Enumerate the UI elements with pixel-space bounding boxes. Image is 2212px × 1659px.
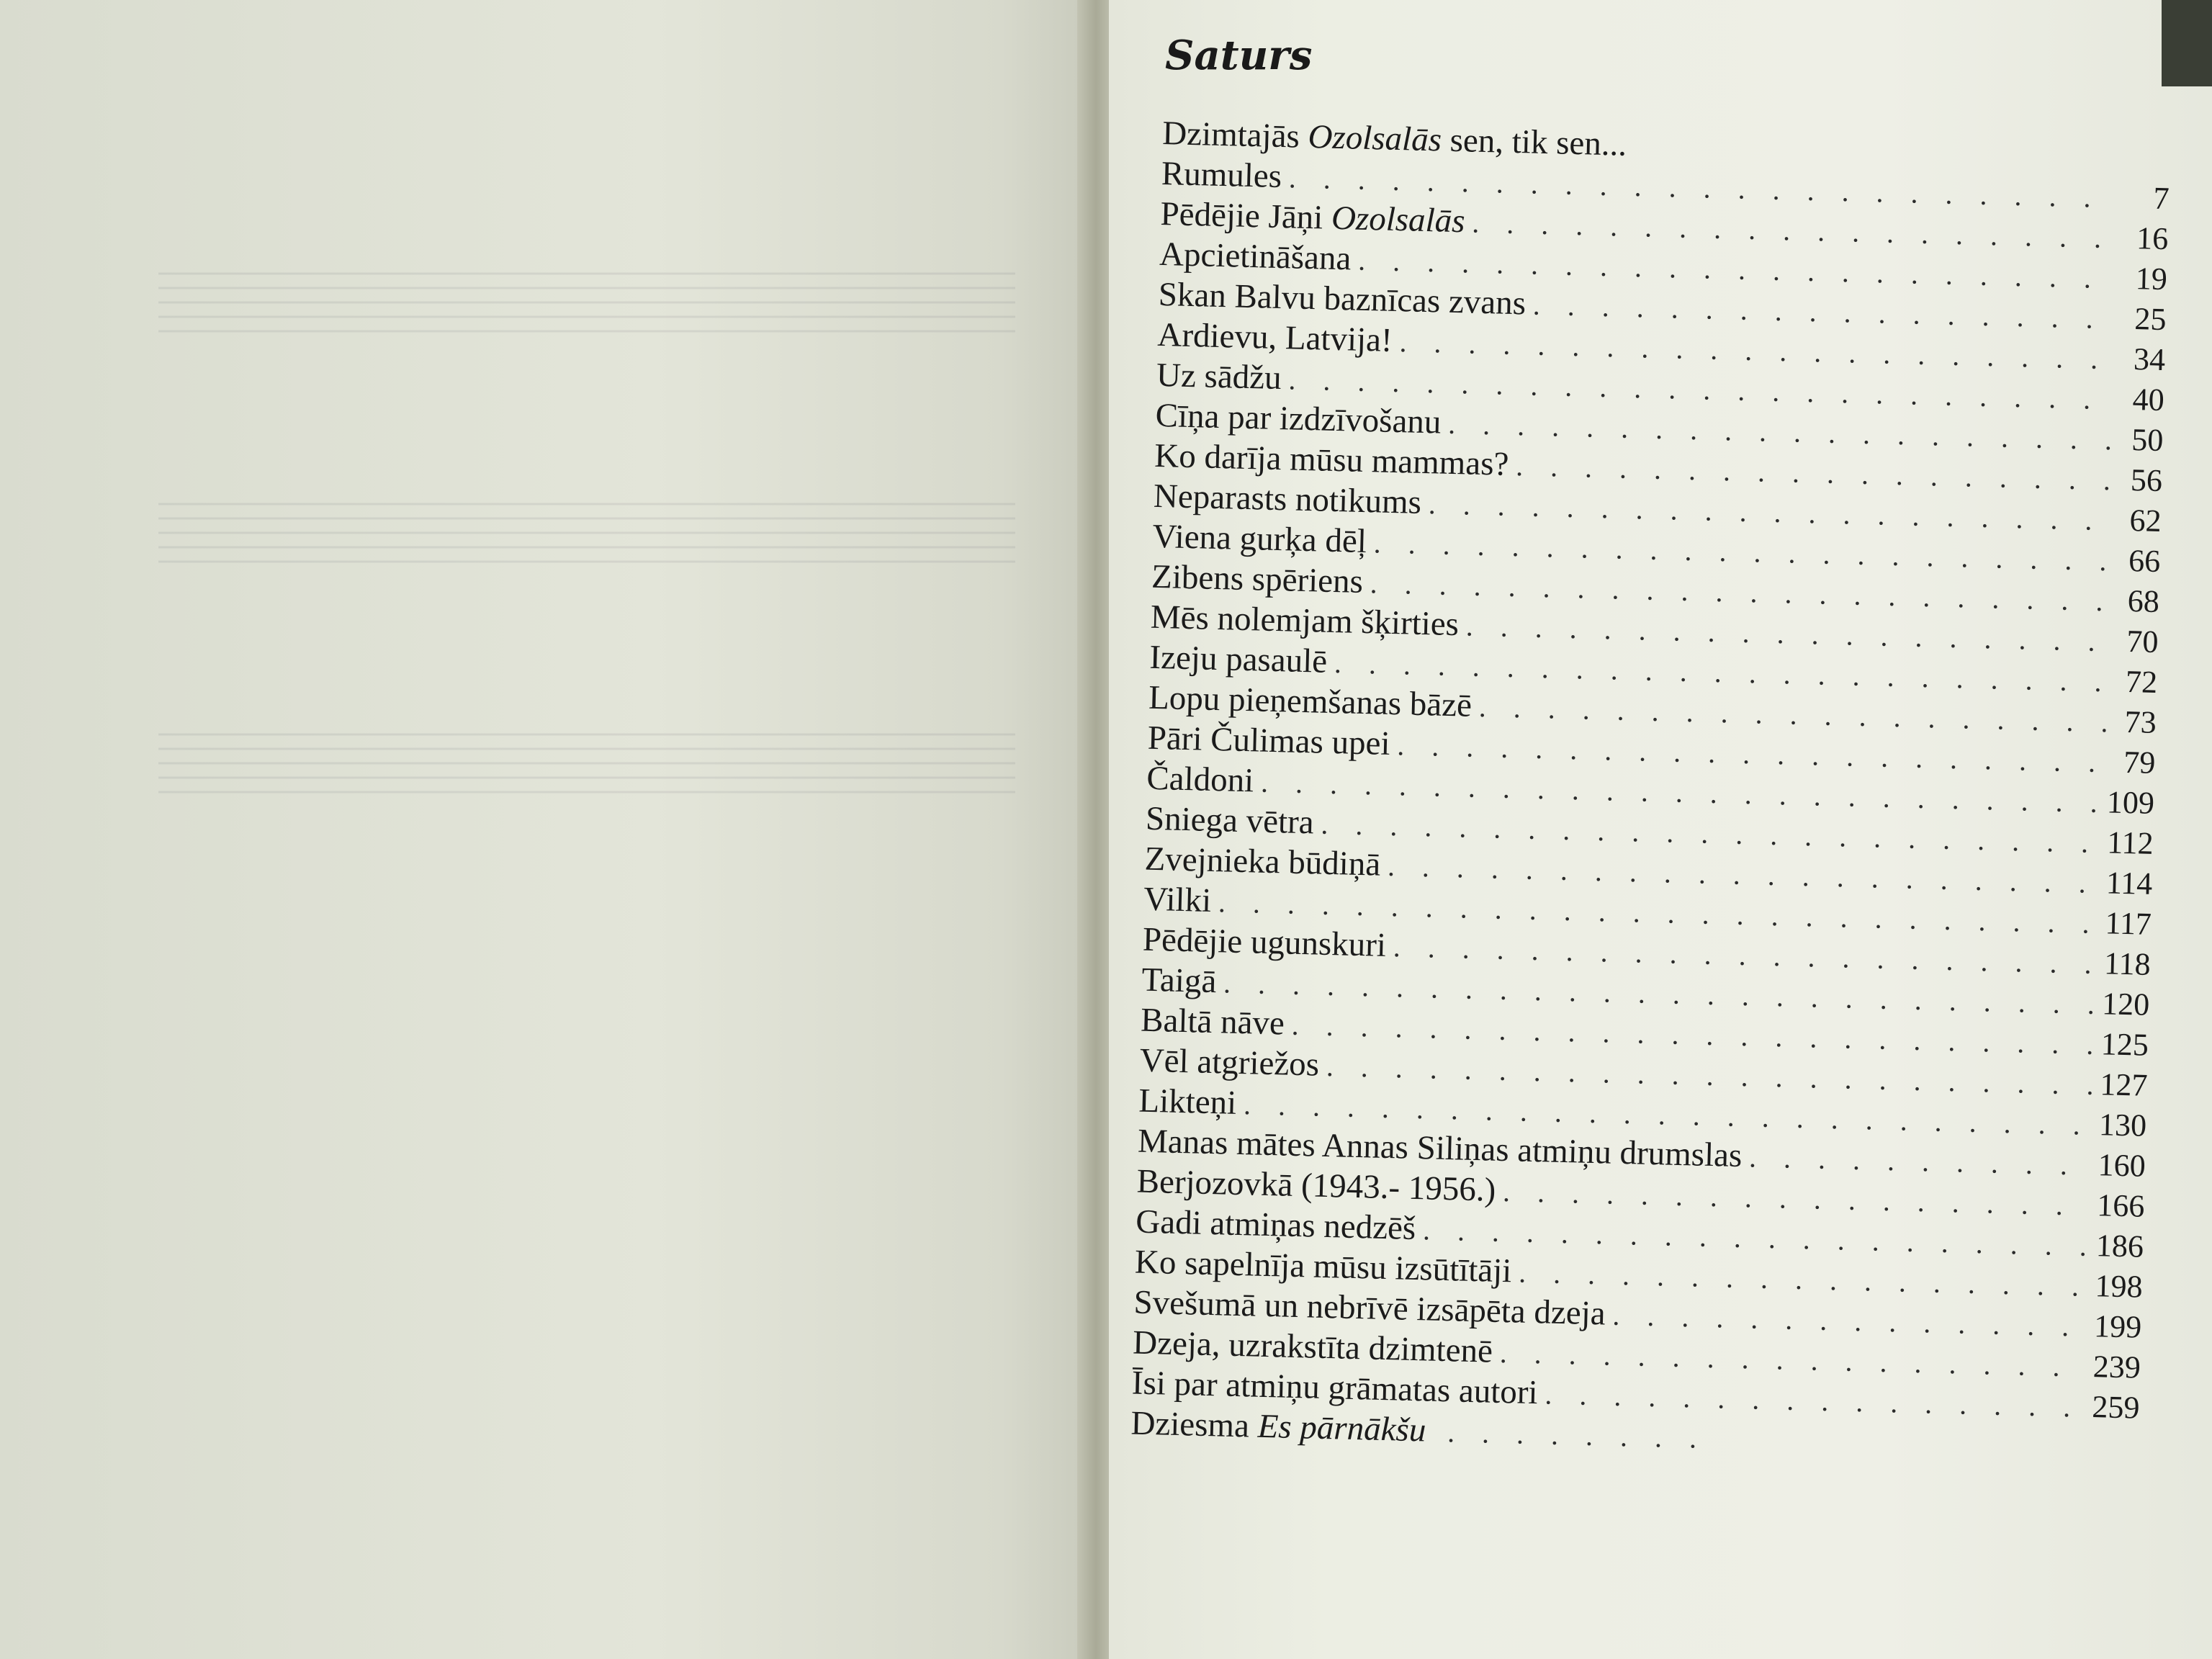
toc-entry-title (1142, 920, 1386, 965)
toc-page-number: 186 (2095, 1228, 2144, 1264)
toc-page-number: 109 (2106, 784, 2155, 821)
toc-page-number: 130 (2098, 1107, 2147, 1143)
toc-entry-title (1149, 638, 1328, 681)
toc-title-text: Taigā (1141, 961, 1217, 1001)
toc-entry-title (1157, 315, 1393, 360)
toc-title-text: Zibens spēriens (1151, 557, 1364, 601)
toc-page-number: 19 (2135, 261, 2168, 297)
toc-title-text: Čaldoni (1146, 759, 1254, 800)
toc-page-number: 66 (2128, 542, 2161, 580)
toc-entry-title (1130, 1403, 1426, 1449)
toc-page-number: 259 (2091, 1389, 2141, 1426)
toc-title-text: Manas mātes Annas Siliņas atmiņu drumslas (1137, 1122, 1743, 1175)
toc-title-text: Lopu pieņemšanas bāzē (1148, 678, 1473, 724)
toc-title-text: Sniega vētra (1145, 799, 1315, 842)
toc-page-number: 72 (2125, 663, 2158, 700)
toc-page-number: 70 (2126, 623, 2159, 660)
toc-title-italic: Ozolsalās (1331, 199, 1466, 240)
toc-entry-title (1139, 1041, 1320, 1084)
toc-title-text: Apcietināšana (1159, 235, 1352, 278)
toc-page-number: 127 (2099, 1066, 2149, 1103)
toc-entry-title (1136, 1162, 1496, 1210)
toc-entry-title (1145, 799, 1314, 842)
background-corner (2162, 0, 2212, 86)
toc-title-text: Zvejnieka būdiņā (1144, 840, 1381, 884)
toc-title-text: Neparasts notikums (1153, 477, 1422, 521)
toc-page-number: 73 (2124, 703, 2157, 740)
toc-title-text: Ko sapelnīja mūsu izsūtītāji (1134, 1243, 1512, 1290)
toc-entry-title (1144, 840, 1381, 884)
toc-title-text: Dzimtajās (1161, 114, 1309, 156)
toc-page-number: 16 (2136, 220, 2169, 257)
toc-title-text: Īsi par atmiņu grāmatas autori (1131, 1364, 1539, 1412)
toc-title-text: Vilki (1143, 880, 1212, 920)
toc-entry-title (1133, 1323, 1493, 1370)
toc-entry-title (1150, 598, 1459, 644)
toc-entry-title (1158, 275, 1526, 323)
toc-title-text: Pēdējie Jāņi (1159, 194, 1332, 237)
toc-page-number: 25 (2134, 301, 2167, 338)
toc-entry-title (1147, 719, 1390, 763)
toc-title-text: Dzeja, uzrakstīta dzimtenē (1132, 1323, 1493, 1370)
toc-title-text: Pāri Čulimas upei (1147, 719, 1391, 763)
toc-page-number: 117 (2104, 905, 2152, 942)
toc-page-number: 56 (2130, 462, 2163, 499)
dot-leader (1634, 156, 2120, 167)
toc-page-number: 62 (2129, 502, 2162, 539)
toc-entry-title (1146, 759, 1254, 801)
toc-title-text: Dziesma (1130, 1404, 1259, 1445)
toc-page-number: 79 (2123, 744, 2156, 781)
toc-title-text: Vēl atgriežos (1139, 1041, 1320, 1084)
toc-entry-title (1151, 557, 1364, 601)
toc-page-number: 7 (2152, 180, 2170, 217)
toc-entry-title (1141, 1001, 1285, 1043)
toc-page-number: 125 (2100, 1026, 2149, 1063)
toc-title-text: Svešumā un nebrīvē izsāpēta dzeja (1133, 1283, 1606, 1333)
toc-title-text: Viena gurķa dēļ (1152, 517, 1367, 561)
toc-entry-title (1138, 1082, 1237, 1123)
dot-leader (1447, 1415, 1722, 1455)
toc-title-italic: Es pārnākšu (1257, 1407, 1426, 1449)
toc-title-text: Ardievu, Latvija! (1156, 315, 1393, 359)
contents-heading: Saturs (1165, 32, 1313, 79)
toc-page-number: 40 (2132, 382, 2165, 418)
toc-entry-title (1155, 396, 1442, 442)
toc-entry-title (1143, 880, 1212, 920)
toc-entry-title (1161, 154, 1282, 196)
toc-entry-title (1160, 194, 1465, 240)
toc-title-text: Pēdējie ugunskuri (1142, 920, 1387, 964)
toc-title-text: Gadi atmiņas nedzēš (1135, 1202, 1416, 1248)
toc-page-number: 120 (2101, 986, 2150, 1022)
toc-page-number: 198 (2095, 1268, 2144, 1305)
bleed-through-sheet-music (115, 58, 1051, 1210)
toc-page-number: 114 (2105, 865, 2153, 902)
toc-entry-title (1154, 436, 1509, 484)
toc-entry-title (1159, 235, 1352, 278)
table-of-contents (1130, 114, 2171, 1469)
toc-page-number: 160 (2098, 1147, 2146, 1184)
toc-title-text: Skan Balvu baznīcas zvans (1158, 275, 1527, 323)
toc-page-number: 166 (2096, 1187, 2145, 1224)
toc-title-text: Mēs nolemjam šķirties (1150, 598, 1460, 644)
toc-entry-title (1136, 1202, 1416, 1248)
toc-page-number: 34 (2133, 341, 2166, 378)
toc-entry-title (1152, 517, 1367, 561)
toc-title-text: Rumules (1161, 154, 1282, 196)
toc-page-number: 68 (2127, 583, 2160, 620)
toc-title-text: Likteņi (1138, 1082, 1237, 1122)
toc-title-text: Berjozovkā (1943.- 1956.) (1136, 1162, 1496, 1209)
toc-title-text: Ko darīja mūsu mammas? (1154, 436, 1509, 483)
toc-entry-title (1156, 356, 1282, 397)
toc-entry-title (1134, 1243, 1512, 1291)
toc-title-text: Cīņa par izdzīvošanu (1155, 396, 1442, 441)
toc-title-text: Baltā nāve (1140, 1001, 1285, 1043)
toc-title-text-end: sen, tik sen... (1441, 121, 1627, 163)
toc-title-italic: Ozolsalās (1307, 117, 1442, 159)
toc-title-text: Uz sādžu (1156, 356, 1282, 397)
left-page (0, 0, 1089, 1659)
toc-page-number: 112 (2106, 824, 2154, 861)
toc-page-number: 118 (2103, 945, 2152, 982)
dot-leader (1749, 1140, 2092, 1182)
toc-entry-title (1148, 678, 1473, 725)
toc-entry-title (1153, 477, 1421, 522)
toc-page-number: 50 (2131, 422, 2164, 459)
toc-entry-title (1141, 961, 1217, 1002)
toc-page-number: 199 (2093, 1308, 2142, 1345)
toc-page-number: 239 (2092, 1349, 2141, 1385)
toc-title-text: Izeju pasaulē (1148, 638, 1328, 680)
